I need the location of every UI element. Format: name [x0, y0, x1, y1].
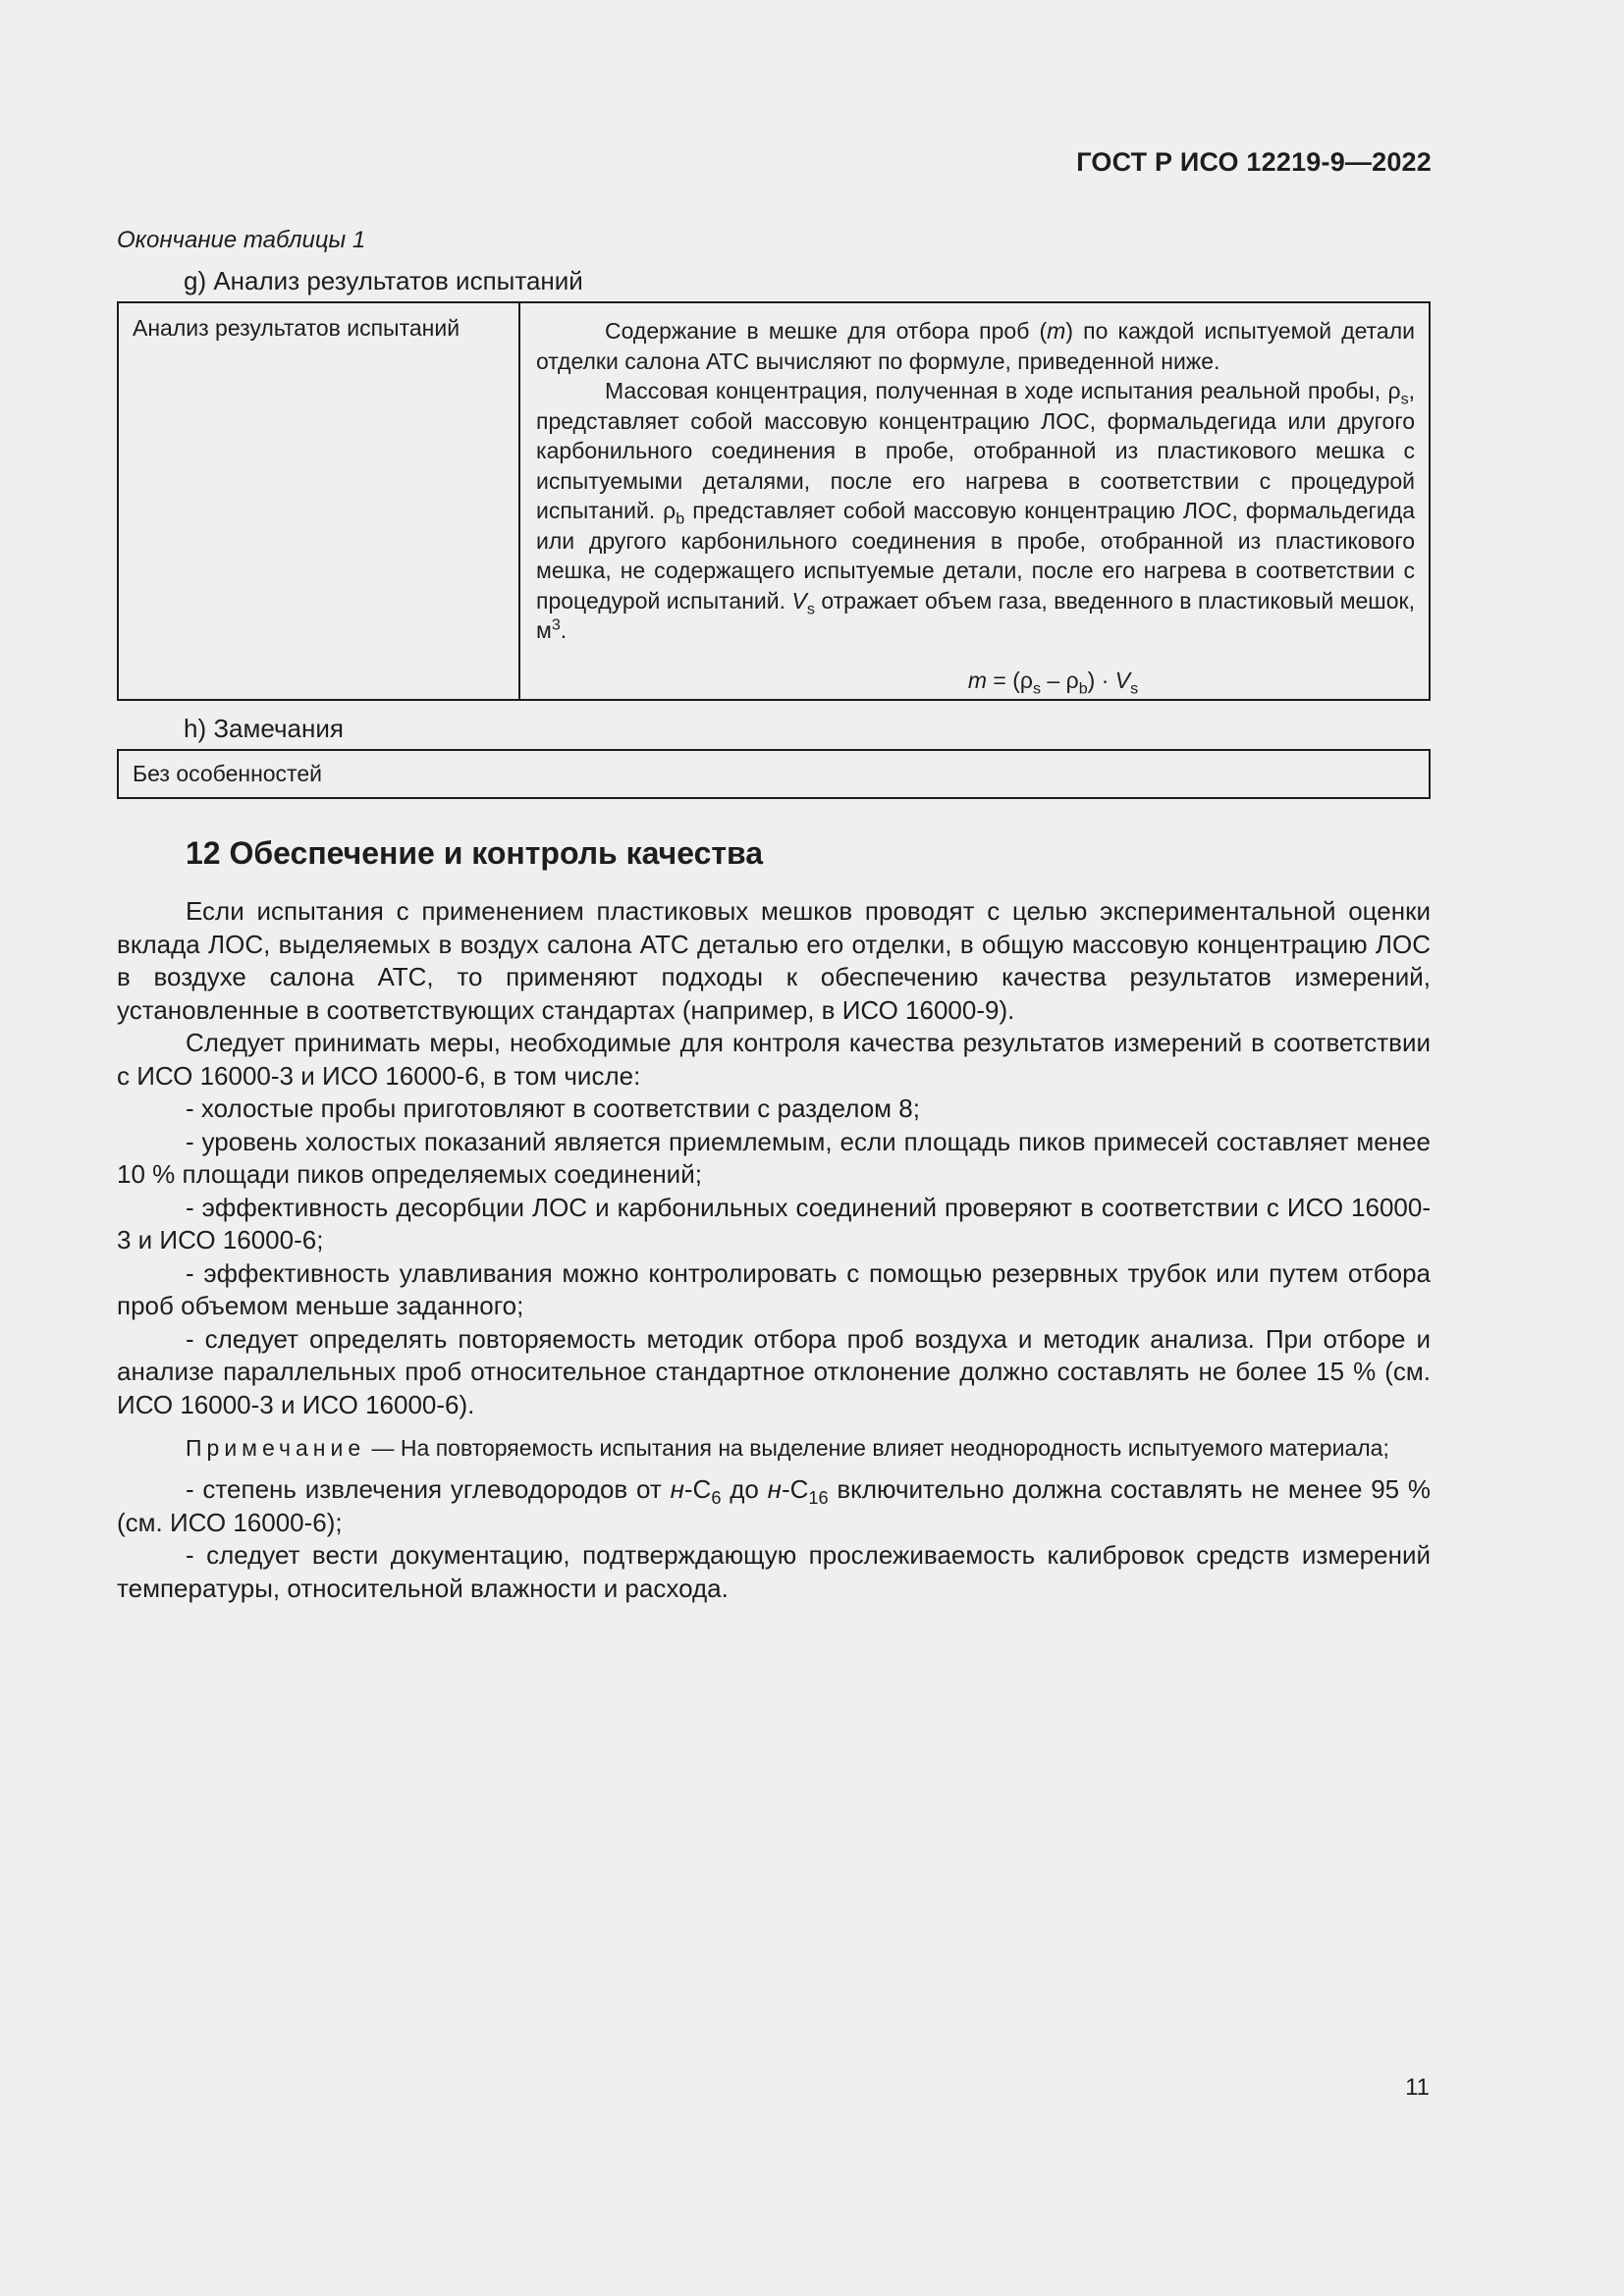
paragraph: Содержание в мешке для отбора проб (m) по каждой испытуемой детали отделки салона АТС вычисляют по формуле, приведенной ниже. [536, 318, 1415, 374]
formula: $m = (\rho_s - \rho_b) \cdot V_s$ [967, 667, 1139, 698]
note: Примечание — На повторяемость испытания на выделение влияет неоднородность испытуемого материала; [186, 1435, 1389, 1461]
list-item: - следует вести документацию, подтверждающую прослеживаемость калибровок средств измерений температуры, относительной влажности и расхода. [117, 1540, 1431, 1603]
section-body [117, 895, 1431, 1605]
section-title: 12 Обеспечение и контроль качества [186, 835, 764, 871]
table-cell-remarks: Без особенностей [133, 761, 322, 786]
remarks-table [117, 749, 1431, 799]
section-g-heading: g) Анализ результатов испытаний [184, 266, 583, 295]
list-item: - эффективность десорбции ЛОС и карбонильных соединений проверяют в соответствии с ИСО 16000-3 и ИСО 16000-6; [117, 1192, 1431, 1255]
table-cell-content [520, 303, 1429, 699]
page-number: 11 [1405, 2074, 1430, 2101]
list-item: - степень извлечения углеводородов от $н-С_6$ до $н-С_{16}$ включительно должна составлять не менее 95 % (см. ИСО 16000-6); [117, 1474, 1432, 1537]
results-analysis-table [117, 301, 1431, 701]
list-item: - следует определять повторяемость методик отбора проб воздуха и методик анализа. При отборе и анализе параллельных проб относительное стандартное отклонение должно составлять не более 15 % (см. ИСО 16000-3 и ИСО 16000-6). [117, 1323, 1431, 1419]
paragraph: Если испытания с применением пластиковых мешков проводят с целью экспериментальной оценки вклада ЛОС, выделяемых в воздух салона АТС деталью его отделки, в общую массовую концентрацию ЛОС в воздухе салона АТС, то применяют подходы к обеспечению качества результатов измерений, установленные в соответствующих стандартах (например, в ИСО 16000-9). [117, 896, 1431, 1025]
table-cell-label: Анализ результатов испытаний [119, 303, 520, 699]
paragraph: Следует принимать меры, необходимые для контроля качества результатов измерений в соответствии с ИСО 16000-3 и ИСО 16000-6, в том числе: [117, 1028, 1431, 1091]
list-item: - холостые пробы приготовляют в соответствии с разделом 8; [186, 1094, 920, 1123]
list-item: - уровень холостых показаний является приемлемым, если площадь пиков примесей составляет менее 10 % площади пиков определяемых соединений; [117, 1126, 1431, 1189]
list-item: - эффективность улавливания можно контролировать с помощью резервных трубок или путем отбора проб объемом меньше заданного; [117, 1257, 1431, 1320]
section-h-heading: h) Замечания [184, 714, 344, 743]
paragraph: Массовая концентрация, полученная в ходе испытания реальной пробы, $\rho_s$, представляет собой массовую концентрацию ЛОС, формальдегида или другого карбонильного соединения в пробе, отобранной из пластикового мешка с испытуемыми деталями, после его нагрева в соответствии с процедурой испытаний. $\rho_b$ представляет собой массовую концентрацию ЛОС, формальдегида или другого карбонильного соединения в пробе, отобранной из пластикового мешка, не содержащего испытуемые детали, после его нагрева в соответствии с процедурой испытаний. $V_s$ отражает объем газа, введенного в пластиковый мешок, $м^3$. [536, 378, 1415, 643]
document-id: ГОСТ Р ИСО 12219-9—2022 [1076, 147, 1432, 177]
table-caption: Окончание таблицы 1 [117, 227, 366, 253]
